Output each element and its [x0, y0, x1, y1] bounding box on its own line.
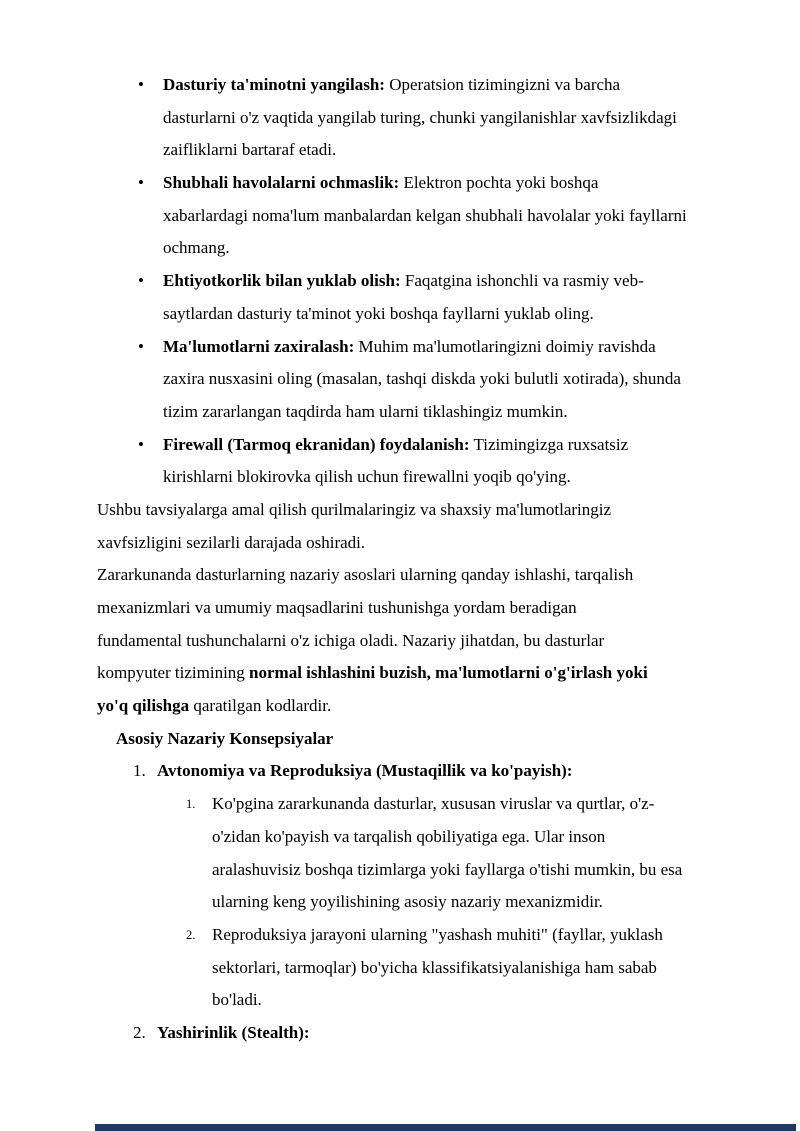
text-line-content [0, 919, 663, 952]
text-line [0, 755, 800, 788]
bullet-icon: • [138, 173, 144, 193]
text-line-content [0, 69, 620, 102]
text-run: qaratilgan kodlardir. [189, 696, 332, 716]
text-line [0, 331, 800, 364]
text-run: sektorlari, tarmoqlar) bo'yicha klassifikatsiyalanishiga ham sabab [212, 957, 657, 977]
text-line [0, 625, 800, 658]
text-line-content [0, 723, 333, 756]
bullet-icon: • [138, 336, 144, 356]
text-run: Faqatgina ishonchli va rasmiy veb- [400, 271, 644, 291]
text-run: Firewall (Tarmoq ekranidan) foydalanish: [163, 434, 470, 454]
list-number: 1. [133, 761, 146, 781]
text-run: xabarlardagi noma'lum manbalardan kelgan shubhali havolalar yoki fayllarni [163, 205, 687, 225]
text-line [0, 167, 800, 200]
text-line-content [0, 298, 594, 331]
text-run: Ko'pgina zararkunanda dasturlar, xususan viruslar va qurtlar, o'z- [212, 794, 655, 814]
text-run: saytlardan dasturiy ta'minot yoki boshqa fayllarni yuklab oling. [163, 303, 594, 323]
text-line [0, 559, 800, 592]
text-run: Reproduksiya jarayoni ularning "yashash muhiti" (fayllar, yuklash [212, 924, 663, 944]
text-line-content [0, 592, 577, 625]
text-line [0, 657, 800, 690]
text-line-content [0, 886, 603, 919]
text-line-content [0, 363, 681, 396]
text-line [0, 69, 800, 102]
text-line-content [0, 429, 628, 462]
text-line [0, 1017, 800, 1050]
text-line-content [0, 494, 611, 527]
text-run: Ehtiyotkorlik bilan yuklab olish: [163, 271, 401, 291]
text-line [0, 690, 800, 723]
text-run: Operatsion tizimingizni va barcha [384, 75, 621, 94]
cutoff-dark-bar [95, 1124, 796, 1131]
text-line [0, 265, 800, 298]
text-run: Dasturiy ta'minotni yangilash: [163, 75, 385, 94]
text-run: Shubhali havolalarni ochmaslik: [163, 173, 400, 193]
text-line [0, 134, 800, 167]
text-line [0, 102, 800, 135]
text-run: Avtonomiya va Reproduksiya (Mustaqillik va ko'payish): [157, 761, 573, 781]
text-line-content [0, 657, 648, 690]
text-line [0, 592, 800, 625]
text-line-content [0, 461, 571, 494]
text-line-content [0, 788, 654, 821]
text-line-content [0, 265, 644, 298]
text-line-content [0, 690, 331, 723]
text-line-content [0, 527, 365, 560]
text-run: Yashirinlik (Stealth): [157, 1022, 310, 1042]
text-run: Ma'lumotlarni zaxiralash: [163, 336, 355, 356]
text-line [0, 429, 800, 462]
text-line [0, 363, 800, 396]
text-line [0, 854, 800, 887]
text-run: Elektron pochta yoki boshqa [399, 173, 599, 193]
text-run: normal ishlashini buzish, ma'lumotlarni o'g'irlash yoki [249, 663, 648, 683]
text-run: Asosiy Nazariy Konsepsiyalar [116, 728, 334, 748]
text-run: zaifliklarni bartaraf etadi. [163, 140, 337, 160]
text-run: xavfsizligini sezilarli darajada oshiradi. [97, 532, 366, 552]
text-line [0, 527, 800, 560]
list-number: 2. [186, 927, 196, 942]
text-line-content [0, 559, 633, 592]
text-run: o'zidan ko'payish va tarqalish qobiliyatiga ega. Ular inson [212, 826, 606, 846]
text-line [0, 919, 800, 952]
text-run: yo'q qilishga [97, 696, 190, 716]
text-line [0, 298, 800, 331]
text-line-content [0, 102, 677, 135]
document-body [0, 69, 800, 1050]
text-line-content [0, 952, 657, 985]
text-run: zaxira nusxasini oling (masalan, tashqi diskda yoki bulutli xotirada), shunda [163, 369, 681, 389]
text-run: mexanizmlari va umumiy maqsadlarini tushunishga yordam beradigan [97, 598, 577, 617]
list-number: 1. [186, 797, 196, 812]
text-run: Ushbu tavsiyalarga amal qilish qurilmalaringiz va shaxsiy ma'lumotlaringiz [97, 499, 612, 519]
text-line [0, 952, 800, 985]
text-line-content [0, 331, 656, 364]
text-line [0, 396, 800, 429]
text-line-content [0, 625, 604, 658]
text-run: tizim zararlangan taqdirda ham ularni tiklashingiz mumkin. [163, 401, 568, 421]
list-number: 2. [133, 1022, 146, 1042]
text-run: aralashuvisiz boshqa tizimlarga yoki fayllarga o'tishi mumkin, bu esa [212, 859, 683, 879]
text-line-content [0, 1017, 310, 1050]
text-line-content [0, 167, 598, 200]
text-line-content [0, 755, 572, 788]
bullet-icon: • [138, 271, 144, 291]
text-run: Tizimingizga ruxsatsiz [469, 434, 629, 454]
text-line [0, 886, 800, 919]
text-line [0, 723, 800, 756]
text-run: ochmang. [163, 238, 230, 258]
text-line-content [0, 396, 568, 429]
text-line [0, 200, 800, 233]
text-line-content [0, 232, 230, 265]
text-run: Muhim ma'lumotlaringizni doimiy ravishda [354, 336, 656, 356]
text-line-content [0, 134, 336, 167]
text-line [0, 232, 800, 265]
text-line-content [0, 984, 262, 1017]
text-line [0, 821, 800, 854]
bullet-icon: • [138, 75, 144, 94]
text-line-content [0, 821, 605, 854]
text-run: kirishlarni blokirovka qilish uchun firewallni yoqib qo'ying. [163, 467, 571, 487]
text-line [0, 984, 800, 1017]
text-line-content [0, 200, 687, 233]
text-line [0, 461, 800, 494]
text-run: ularning keng yoyilishining asosiy nazariy mexanizmidir. [212, 892, 603, 912]
text-run: Zararkunanda dasturlarning nazariy asoslari ularning qanday ishlashi, tarqalish [97, 565, 634, 585]
text-run: kompyuter tizimining [97, 663, 250, 683]
text-run: fundamental tushunchalarni o'z ichiga oladi. Nazariy jihatdan, bu dasturlar [97, 630, 605, 650]
bullet-icon: • [138, 434, 144, 454]
text-run: bo'ladi. [212, 990, 262, 1010]
text-line [0, 788, 800, 821]
text-line [0, 494, 800, 527]
text-run: dasturlarni o'z vaqtida yangilab turing, chunki yangilanishlar xavfsizlikdagi [163, 107, 677, 127]
text-line-content [0, 854, 682, 887]
